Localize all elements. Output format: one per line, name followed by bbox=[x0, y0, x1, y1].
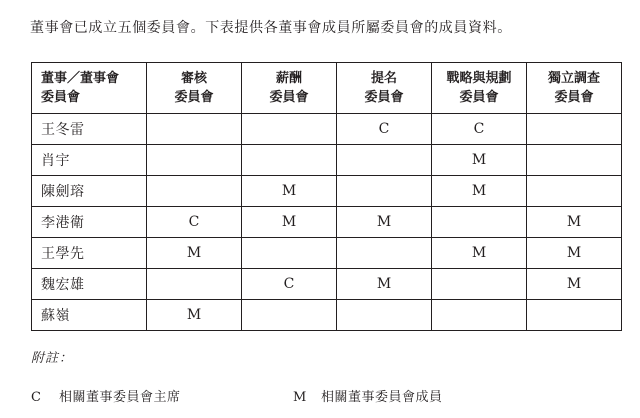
intro-text: 董事會已成立五個委員會。下表提供各董事會成員所屬委員會的成員資料。 bbox=[30, 20, 512, 36]
membership-cell: M bbox=[242, 207, 337, 238]
membership-cell bbox=[147, 145, 242, 176]
membership-cell bbox=[527, 114, 622, 145]
membership-cell: C bbox=[337, 114, 432, 145]
director-name: 肖宇 bbox=[32, 145, 147, 176]
director-name: 魏宏雄 bbox=[32, 269, 147, 300]
membership-cell: M bbox=[432, 176, 527, 207]
table-row bbox=[32, 269, 622, 300]
table-row bbox=[32, 238, 622, 269]
table-row bbox=[32, 300, 622, 331]
membership-cell bbox=[527, 176, 622, 207]
membership-cell bbox=[337, 176, 432, 207]
header-audit-committee: 審核 委員會 bbox=[147, 63, 242, 114]
table-row bbox=[32, 207, 622, 238]
membership-cell bbox=[432, 300, 527, 331]
director-name: 李港衛 bbox=[32, 207, 147, 238]
notes-title: 附註： bbox=[31, 351, 74, 366]
director-name: 陳劍瑢 bbox=[32, 176, 147, 207]
director-name: 王冬雷 bbox=[32, 114, 147, 145]
table-row bbox=[32, 145, 622, 176]
table-row bbox=[32, 114, 622, 145]
membership-cell bbox=[147, 114, 242, 145]
membership-cell bbox=[147, 176, 242, 207]
membership-cell bbox=[337, 238, 432, 269]
membership-cell: M bbox=[432, 238, 527, 269]
header-remuneration-committee: 薪酬 委員會 bbox=[242, 63, 337, 114]
director-name: 王學先 bbox=[32, 238, 147, 269]
membership-cell bbox=[337, 300, 432, 331]
membership-cell bbox=[242, 300, 337, 331]
membership-cell: M bbox=[527, 207, 622, 238]
membership-cell bbox=[242, 145, 337, 176]
legend-text: 相關董事委員會主席 bbox=[59, 390, 181, 405]
committee-membership-table bbox=[31, 62, 622, 331]
legend-code: C bbox=[31, 390, 42, 405]
membership-cell: M bbox=[527, 238, 622, 269]
header-strategy-committee: 戰略與規劃 委員會 bbox=[432, 63, 527, 114]
membership-cell: M bbox=[242, 176, 337, 207]
membership-cell bbox=[527, 300, 622, 331]
membership-cell: C bbox=[147, 207, 242, 238]
header-director: 董事／董事會 委員會 bbox=[32, 63, 147, 114]
legend-code: M bbox=[293, 390, 307, 405]
membership-cell: C bbox=[242, 269, 337, 300]
membership-cell: M bbox=[527, 269, 622, 300]
membership-cell bbox=[147, 269, 242, 300]
membership-cell bbox=[337, 145, 432, 176]
legend-chair bbox=[31, 386, 181, 405]
membership-cell bbox=[242, 238, 337, 269]
header-nomination-committee: 提名 委員會 bbox=[337, 63, 432, 114]
membership-cell: M bbox=[432, 145, 527, 176]
membership-cell: C bbox=[432, 114, 527, 145]
legend-member bbox=[293, 386, 443, 405]
table-row bbox=[32, 176, 622, 207]
membership-cell bbox=[432, 269, 527, 300]
legend-text: 相關董事委員會成員 bbox=[321, 390, 443, 405]
membership-cell bbox=[527, 145, 622, 176]
director-name: 蘇嶺 bbox=[32, 300, 147, 331]
membership-cell: M bbox=[337, 207, 432, 238]
membership-cell bbox=[242, 114, 337, 145]
membership-cell: M bbox=[337, 269, 432, 300]
membership-cell: M bbox=[147, 300, 242, 331]
table-header-row bbox=[32, 63, 622, 114]
membership-cell bbox=[432, 207, 527, 238]
membership-cell: M bbox=[147, 238, 242, 269]
header-independent-investigation-committee: 獨立調查 委員會 bbox=[527, 63, 622, 114]
